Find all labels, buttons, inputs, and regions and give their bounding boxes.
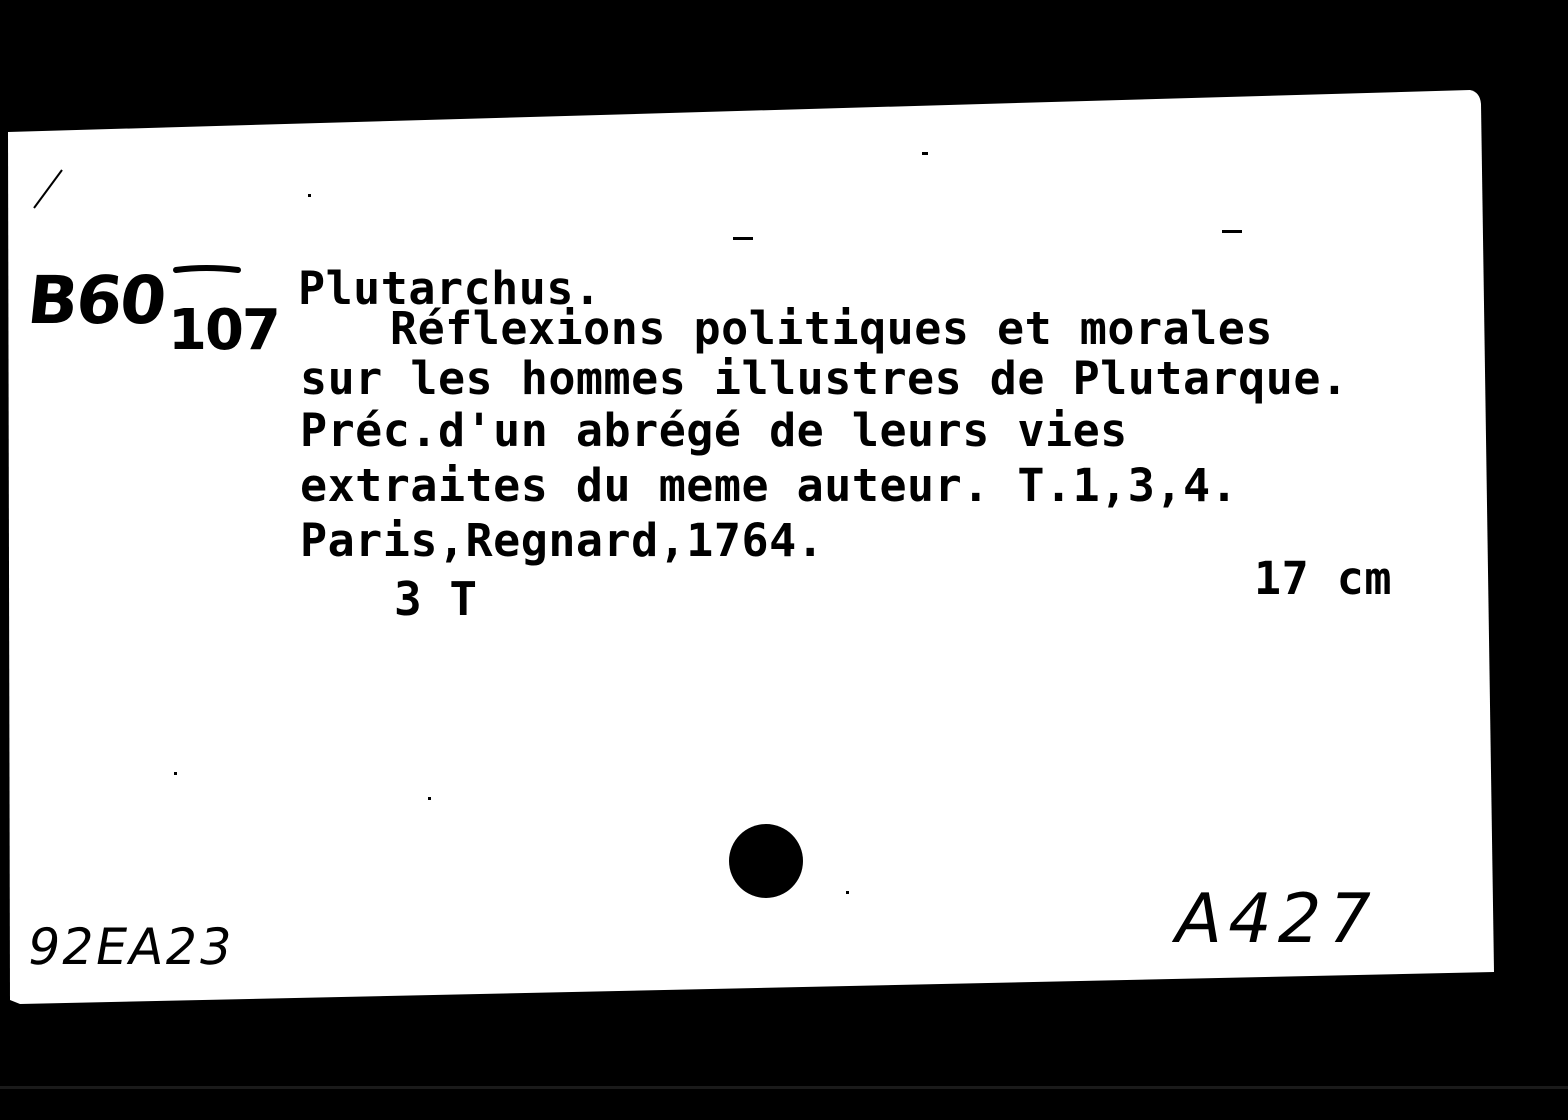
call-number-bar	[176, 268, 238, 270]
accession-number-right: A427	[1167, 880, 1385, 959]
volume-count: 3 T	[394, 572, 478, 626]
imprint: Paris,Regnard,1764.	[300, 514, 825, 567]
accession-number-left: 92EA23	[22, 918, 239, 976]
punch-hole	[729, 824, 803, 898]
physical-size: 17 cm	[1254, 552, 1392, 605]
title-line-4: extraites du meme auteur. T.1,3,4.	[300, 459, 1239, 512]
call-number-sub: 107	[168, 298, 279, 363]
call-number-main: B60	[23, 262, 169, 339]
title-line-3: Préc.d'un abrégé de leurs vies	[300, 404, 1128, 457]
title-line-2: sur les hommes illustres de Plutarque.	[300, 352, 1349, 405]
title-line-1: Réflexions politiques et morales	[390, 302, 1273, 355]
scanner-band	[0, 1086, 1568, 1089]
author-heading: Plutarchus.	[298, 262, 602, 315]
